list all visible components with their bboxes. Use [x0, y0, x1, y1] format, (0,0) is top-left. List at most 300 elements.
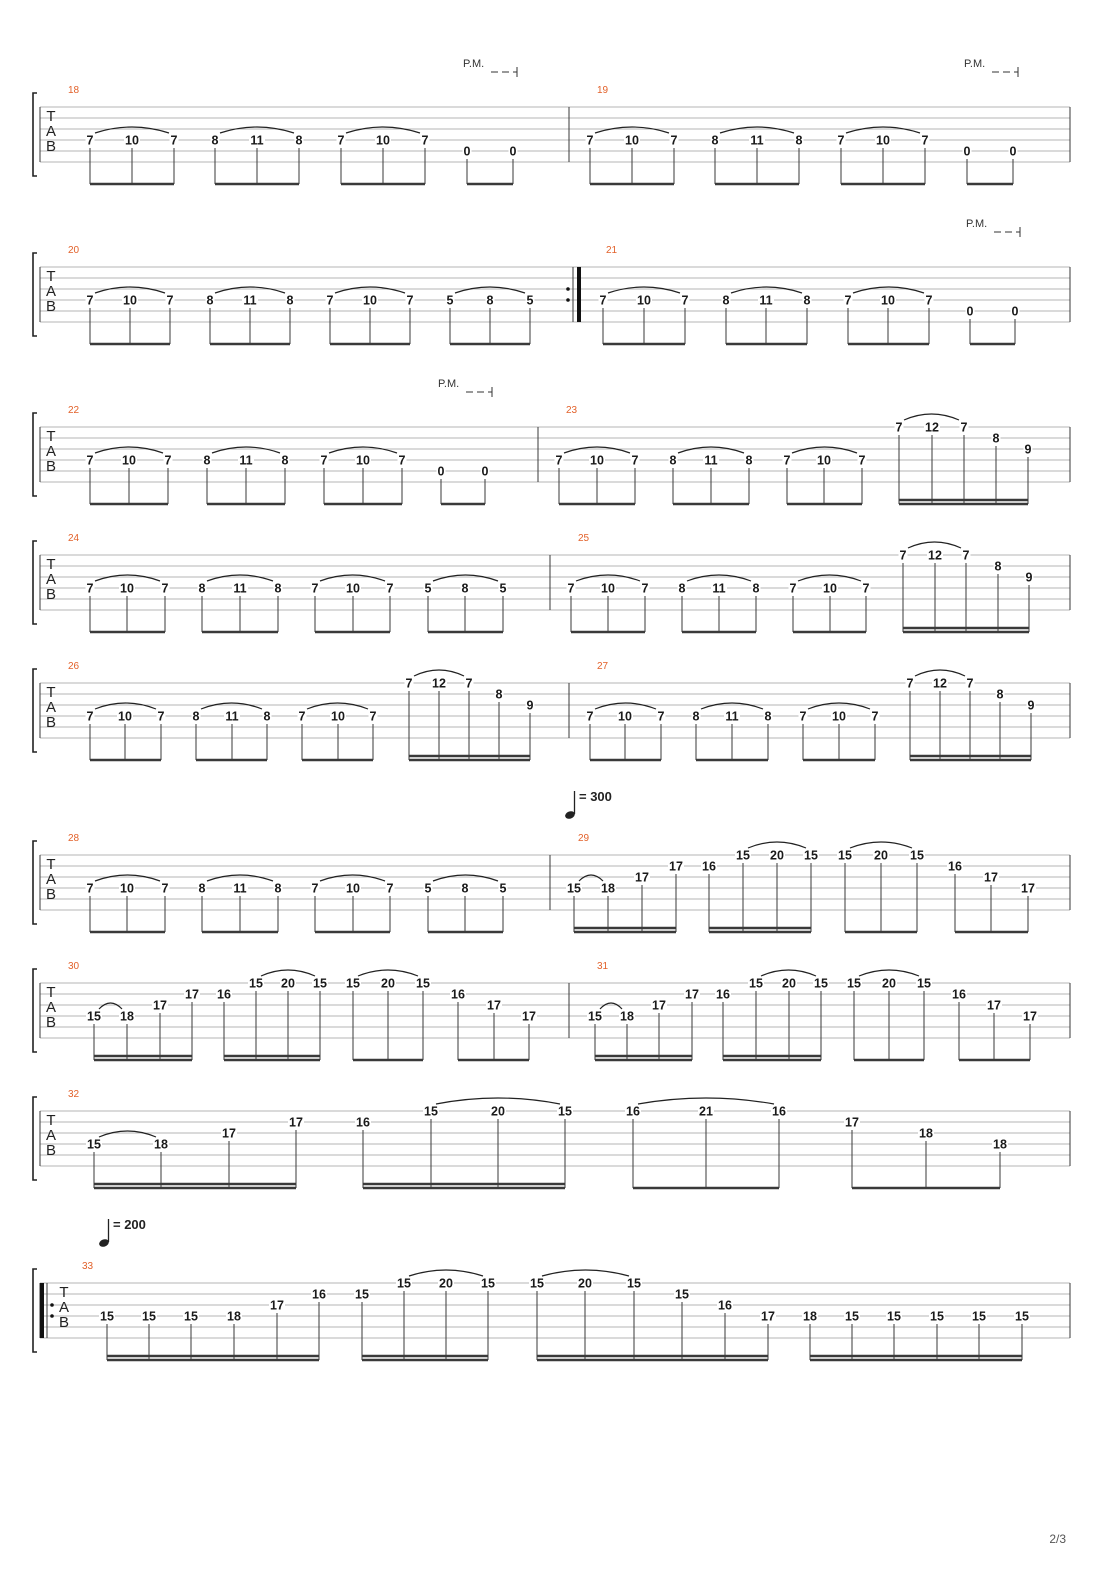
slur-arc — [579, 875, 603, 881]
tab-clef-letter: A — [45, 871, 57, 888]
fret-number: 11 — [233, 881, 247, 896]
fret-number: 5 — [424, 881, 432, 896]
slur-arc — [95, 287, 165, 293]
system-bracket — [33, 841, 37, 924]
fret-number: 7 — [899, 548, 907, 563]
slur-arc — [915, 670, 965, 676]
fret-number: 11 — [750, 133, 764, 148]
tab-clef-letter: A — [45, 443, 57, 460]
measure-number: 19 — [597, 85, 609, 96]
fret-number: 15 — [749, 976, 763, 991]
fret-number: 7 — [641, 581, 649, 596]
fret-number: 15 — [424, 1104, 438, 1119]
fret-number: 8 — [803, 293, 811, 308]
fret-number: 10 — [823, 581, 837, 596]
fret-number: 7 — [86, 293, 94, 308]
repeat-start-thick-bar — [40, 1283, 44, 1338]
beam-group — [799, 703, 880, 760]
beam-group — [566, 860, 684, 933]
fret-number: 18 — [919, 1126, 933, 1141]
fret-number: 17 — [761, 1309, 775, 1324]
fret-number: 15 — [804, 848, 818, 863]
slur-arc — [792, 447, 857, 453]
fret-number: 0 — [481, 464, 489, 479]
fret-number: 15 — [397, 1276, 411, 1291]
measure — [567, 533, 1034, 632]
slur-arc — [542, 1270, 629, 1276]
slur-arc — [207, 875, 273, 881]
tempo-marking: = 200 — [113, 1217, 146, 1232]
fret-number: 16 — [451, 987, 465, 1002]
fret-number: 10 — [881, 293, 895, 308]
fret-number: 15 — [346, 976, 360, 991]
fret-number: 10 — [376, 133, 390, 148]
palm-mute-extension — [992, 67, 1018, 77]
slur-arc — [701, 703, 763, 709]
fret-number: 17 — [270, 1298, 284, 1313]
fret-number: 5 — [446, 293, 454, 308]
palm-mute-extension — [466, 387, 492, 397]
fret-number: 11 — [243, 293, 257, 308]
fret-number: 15 — [588, 1009, 602, 1024]
fret-number: 8 — [996, 687, 1004, 702]
fret-number: 7 — [567, 581, 575, 596]
slur-arc — [212, 447, 280, 453]
fret-number: 0 — [963, 144, 971, 159]
fret-number: 9 — [526, 698, 534, 713]
measure — [564, 789, 1036, 932]
slur-arc — [207, 575, 273, 581]
beam-group — [86, 1116, 304, 1189]
slur-arc — [95, 703, 156, 709]
fret-number: 0 — [1011, 304, 1019, 319]
slur-arc — [595, 703, 656, 709]
measure-number: 26 — [68, 661, 80, 672]
fret-number: 10 — [637, 293, 651, 308]
fret-number: 12 — [925, 420, 939, 435]
fret-number: 7 — [369, 709, 377, 724]
slur-arc — [307, 703, 368, 709]
tab-clef-letter: A — [45, 999, 57, 1016]
beam-group — [963, 145, 1018, 185]
slur-arc — [720, 127, 794, 133]
fret-number: 8 — [295, 133, 303, 148]
fret-number: 17 — [222, 1126, 236, 1141]
fret-number: 8 — [263, 709, 271, 724]
beam-group — [86, 703, 166, 760]
fret-number: 8 — [752, 581, 760, 596]
fret-number: 7 — [906, 676, 914, 691]
fret-number: 11 — [225, 709, 239, 724]
measure — [586, 58, 1019, 184]
fret-number: 15 — [558, 1104, 572, 1119]
fret-number: 10 — [876, 133, 890, 148]
fret-number: 7 — [298, 709, 306, 724]
repeat-dot — [566, 298, 570, 302]
fret-number: 10 — [120, 581, 134, 596]
tab-system — [33, 789, 1070, 932]
beam-group — [446, 287, 535, 344]
fret-number: 7 — [862, 581, 870, 596]
tab-clef-letter: B — [45, 138, 57, 155]
fret-number: 15 — [627, 1276, 641, 1291]
fret-number: 10 — [601, 581, 615, 596]
beam-group — [211, 127, 304, 184]
fret-number: 16 — [718, 1298, 732, 1313]
fret-number: 17 — [845, 1115, 859, 1130]
fret-number: 10 — [118, 709, 132, 724]
measure — [587, 961, 1038, 1060]
tab-system — [33, 661, 1070, 760]
tab-clef-letter: A — [45, 283, 57, 300]
tab-system — [33, 1089, 1070, 1188]
fret-number: 15 — [567, 881, 581, 896]
fret-number: 8 — [486, 293, 494, 308]
fret-number: 20 — [782, 976, 796, 991]
fret-number: 18 — [120, 1009, 134, 1024]
fret-number: 8 — [495, 687, 503, 702]
fret-number: 7 — [86, 709, 94, 724]
beam-group — [599, 287, 690, 344]
palm-mute-label: P.M. — [463, 58, 485, 70]
fret-number: 17 — [289, 1115, 303, 1130]
fret-number: 16 — [952, 987, 966, 1002]
measure — [68, 961, 537, 1060]
fret-number: 8 — [461, 581, 469, 596]
measure — [68, 1089, 1008, 1188]
tab-system — [33, 218, 1070, 344]
measure-number: 18 — [68, 85, 80, 96]
fret-number: 10 — [331, 709, 345, 724]
fret-number: 20 — [491, 1104, 505, 1119]
fret-number: 20 — [281, 976, 295, 991]
fret-number: 8 — [274, 881, 282, 896]
slur-arc — [595, 127, 669, 133]
slur-arc — [798, 575, 861, 581]
system-bracket — [33, 541, 37, 624]
fret-number: 10 — [346, 881, 360, 896]
tab-clef-letter: B — [45, 586, 57, 603]
fret-number: 10 — [817, 453, 831, 468]
beam-group — [311, 875, 395, 932]
fret-number: 17 — [652, 998, 666, 1013]
fret-number: 15 — [142, 1309, 156, 1324]
fret-number: 8 — [992, 431, 1000, 446]
tab-clef-letter: A — [45, 571, 57, 588]
fret-number: 7 — [164, 453, 172, 468]
measure — [68, 661, 535, 760]
fret-number: 8 — [994, 559, 1002, 574]
fret-number: 15 — [910, 848, 924, 863]
fret-number: 15 — [887, 1309, 901, 1324]
measure-number: 23 — [566, 405, 578, 416]
beam-group — [437, 465, 490, 505]
tab-system — [33, 1217, 1070, 1360]
slur-arc — [904, 414, 959, 420]
repeat-dot — [50, 1314, 54, 1318]
fret-number: 10 — [832, 709, 846, 724]
fret-number: 18 — [620, 1009, 634, 1024]
fret-number: 17 — [984, 870, 998, 885]
fret-number: 16 — [356, 1115, 370, 1130]
fret-number: 7 — [783, 453, 791, 468]
fret-number: 15 — [838, 848, 852, 863]
palm-mute-label: P.M. — [438, 378, 460, 390]
fret-number: 17 — [1023, 1009, 1037, 1024]
slur-arc — [433, 875, 498, 881]
fret-number: 11 — [725, 709, 739, 724]
measure-number: 31 — [597, 961, 609, 972]
fret-number: 15 — [1015, 1309, 1029, 1324]
fret-number: 7 — [465, 676, 473, 691]
fret-number: 7 — [925, 293, 933, 308]
system-bracket — [33, 1269, 37, 1352]
fret-number: 8 — [669, 453, 677, 468]
fret-number: 16 — [716, 987, 730, 1002]
fret-number: 7 — [858, 453, 866, 468]
fret-number: 20 — [882, 976, 896, 991]
beam-group — [586, 703, 666, 760]
fret-number: 16 — [626, 1104, 640, 1119]
fret-number: 17 — [1021, 881, 1035, 896]
beam-group — [587, 988, 700, 1061]
beam-group — [298, 703, 378, 760]
beam-group — [844, 1116, 1008, 1189]
system-bracket — [33, 669, 37, 752]
beam-group — [86, 875, 170, 932]
fret-number: 7 — [405, 676, 413, 691]
fret-number: 18 — [601, 881, 615, 896]
fret-number: 7 — [386, 581, 394, 596]
measure-number: 24 — [68, 533, 80, 544]
beam-group — [198, 875, 283, 932]
repeat-end-thick-bar — [577, 267, 581, 322]
tab-clef-letter: A — [58, 1299, 70, 1316]
system-bracket — [33, 253, 37, 336]
fret-number: 9 — [1024, 442, 1032, 457]
system-bracket — [33, 969, 37, 1052]
fret-number: 5 — [499, 581, 507, 596]
tab-system — [33, 961, 1070, 1060]
fret-number: 7 — [960, 420, 968, 435]
fret-number: 7 — [657, 709, 665, 724]
palm-mute-label: P.M. — [966, 218, 988, 230]
beam-group — [951, 988, 1038, 1061]
tab-clef-letter: B — [45, 458, 57, 475]
beam-group — [966, 305, 1020, 345]
tab-clef-letter: T — [46, 684, 56, 701]
slur-arc — [409, 1270, 483, 1276]
fret-number: 7 — [311, 581, 319, 596]
beam-group — [783, 447, 867, 504]
tab-clef-letter: B — [45, 714, 57, 731]
measure — [68, 58, 518, 184]
slur-arc — [95, 447, 163, 453]
fret-number: 10 — [618, 709, 632, 724]
fret-number: 16 — [312, 1287, 326, 1302]
fret-number: 12 — [432, 676, 446, 691]
beam-group — [789, 575, 871, 632]
fret-number: 9 — [1027, 698, 1035, 713]
palm-mute-extension — [994, 227, 1020, 237]
fret-number: 0 — [966, 304, 974, 319]
fret-number: 17 — [685, 987, 699, 1002]
fret-number: 10 — [346, 581, 360, 596]
slur-arc — [853, 287, 924, 293]
tab-clef-letter: T — [46, 428, 56, 445]
palm-mute-label: P.M. — [964, 58, 986, 70]
slur-arc — [220, 127, 294, 133]
system-bracket — [33, 413, 37, 496]
beam-group — [567, 575, 650, 632]
fret-number: 0 — [437, 464, 445, 479]
fret-number: 21 — [699, 1104, 713, 1119]
fret-number: 10 — [120, 881, 134, 896]
fret-number: 7 — [586, 709, 594, 724]
system-bracket — [33, 93, 37, 176]
slur-arc — [95, 127, 169, 133]
beam-group — [424, 875, 508, 932]
fret-number: 8 — [198, 881, 206, 896]
fret-number: 10 — [356, 453, 370, 468]
tab-system — [33, 533, 1070, 632]
fret-number: 7 — [326, 293, 334, 308]
fret-number: 17 — [185, 987, 199, 1002]
fret-number: 8 — [274, 581, 282, 596]
slur-arc — [600, 1003, 622, 1009]
tab-system — [33, 378, 1070, 504]
measure — [599, 218, 1021, 344]
fret-number: 20 — [874, 848, 888, 863]
beam-group — [678, 575, 761, 632]
fret-number: 5 — [424, 581, 432, 596]
fret-number: 11 — [239, 453, 253, 468]
tab-clef-letter: A — [45, 1127, 57, 1144]
page-number: 2/3 — [1049, 1532, 1066, 1546]
fret-number: 15 — [736, 848, 750, 863]
measure — [68, 533, 508, 632]
fret-number: 8 — [192, 709, 200, 724]
fret-number: 18 — [154, 1137, 168, 1152]
tab-system — [33, 58, 1070, 184]
fret-number: 7 — [555, 453, 563, 468]
fret-number: 7 — [962, 548, 970, 563]
fret-number: 7 — [837, 133, 845, 148]
fret-number: 18 — [993, 1137, 1007, 1152]
fret-number: 7 — [799, 709, 807, 724]
fret-number: 7 — [921, 133, 929, 148]
fret-number: 10 — [123, 293, 137, 308]
fret-number: 0 — [463, 144, 471, 159]
fret-number: 15 — [313, 976, 327, 991]
repeat-dot — [50, 1303, 54, 1307]
measure-number: 22 — [68, 405, 80, 416]
slur-arc — [414, 670, 464, 676]
fret-number: 12 — [933, 676, 947, 691]
fret-number: 15 — [917, 976, 931, 991]
tempo-marking: = 300 — [579, 789, 612, 804]
slur-arc — [761, 970, 816, 976]
fret-number: 20 — [578, 1276, 592, 1291]
beam-group — [463, 145, 518, 185]
fret-number: 7 — [421, 133, 429, 148]
fret-number: 15 — [675, 1287, 689, 1302]
fret-number: 20 — [439, 1276, 453, 1291]
fret-number: 8 — [461, 881, 469, 896]
fret-number: 16 — [772, 1104, 786, 1119]
fret-number: 7 — [631, 453, 639, 468]
fret-number: 15 — [972, 1309, 986, 1324]
beam-group — [450, 988, 537, 1061]
slur-arc — [687, 575, 751, 581]
measure-number: 25 — [578, 533, 590, 544]
fret-number: 11 — [233, 581, 247, 596]
fret-number: 5 — [526, 293, 534, 308]
slur-arc — [95, 875, 160, 881]
tab-clef-letter: T — [46, 856, 56, 873]
fret-number: 17 — [487, 998, 501, 1013]
fret-number: 7 — [966, 676, 974, 691]
fret-number: 8 — [722, 293, 730, 308]
fret-number: 8 — [281, 453, 289, 468]
fret-number: 15 — [847, 976, 861, 991]
fret-number: 9 — [1025, 570, 1033, 585]
measure-number: 27 — [597, 661, 609, 672]
beam-group — [206, 287, 295, 344]
slur-arc — [320, 575, 385, 581]
measure — [68, 378, 492, 504]
fret-number: 8 — [203, 453, 211, 468]
fret-number: 8 — [795, 133, 803, 148]
fret-number: 11 — [712, 581, 726, 596]
measure — [68, 245, 581, 344]
slur-arc — [95, 575, 160, 581]
slur-arc — [433, 575, 498, 581]
fret-number: 15 — [845, 1309, 859, 1324]
beam-group — [86, 447, 173, 504]
tab-clef-letter: B — [45, 1142, 57, 1159]
fret-number: 10 — [122, 453, 136, 468]
fret-number: 7 — [86, 881, 94, 896]
fret-number: 15 — [530, 1276, 544, 1291]
fret-number: 18 — [227, 1309, 241, 1324]
fret-number: 15 — [355, 1287, 369, 1302]
fret-number: 18 — [803, 1309, 817, 1324]
beam-group — [337, 127, 430, 184]
fret-number: 15 — [87, 1009, 101, 1024]
fret-number: 10 — [363, 293, 377, 308]
fret-number: 7 — [681, 293, 689, 308]
beam-group — [320, 447, 407, 504]
fret-number: 7 — [844, 293, 852, 308]
beam-group — [424, 575, 508, 632]
fret-number: 15 — [814, 976, 828, 991]
slur-arc — [320, 875, 385, 881]
tab-clef-letter: B — [45, 886, 57, 903]
fret-number: 10 — [125, 133, 139, 148]
measure-number: 30 — [68, 961, 80, 972]
fret-number: 7 — [871, 709, 879, 724]
measure — [68, 833, 508, 932]
fret-number: 15 — [87, 1137, 101, 1152]
fret-number: 12 — [928, 548, 942, 563]
fret-number: 15 — [249, 976, 263, 991]
beam-group — [86, 575, 170, 632]
fret-number: 15 — [416, 976, 430, 991]
slur-arc — [99, 1003, 122, 1009]
slur-arc — [564, 447, 630, 453]
measure-number: 29 — [578, 833, 590, 844]
